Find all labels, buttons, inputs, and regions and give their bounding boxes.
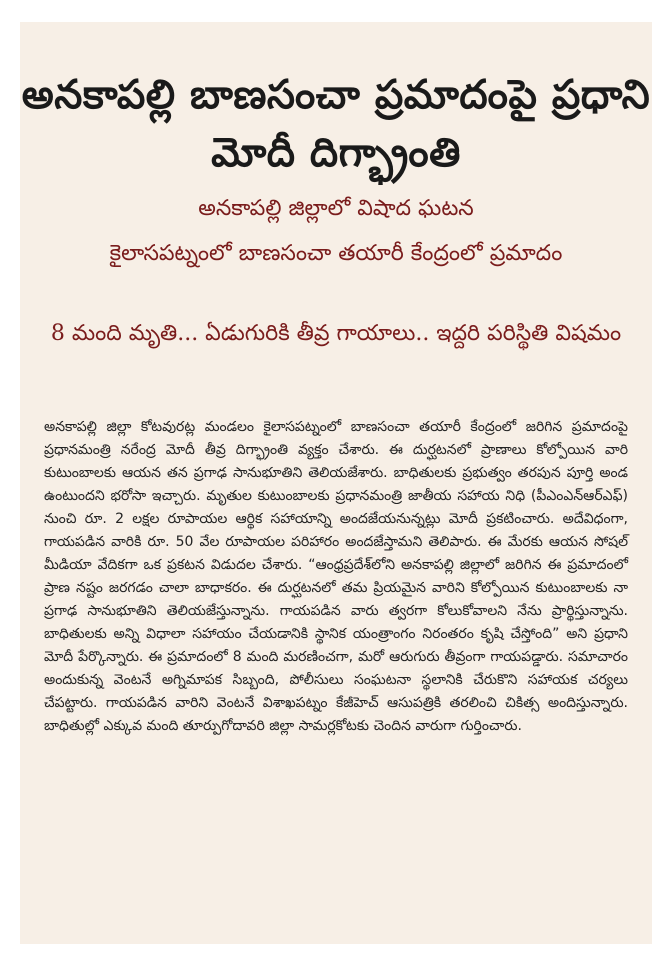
subheading-location: కైలాసపట్నంలో బాణసంచా తయారీ కేంద్రంలో ప్రమాదం [109, 241, 563, 266]
subheading-casualties: 8 మంది మృతి... ఏడుగురికి తీవ్ర గాయాలు.. ఇద్దరి పరిస్థితి విషమం [50, 321, 622, 346]
article-body: అనకాపల్లి జిల్లా కోటవురట్ల మండలం కైలాసపట్నంలో బాణసంచా తయారీ కేంద్రంలో జరిగిన ప్రమాదంపై ప్రధానమంత్రి నరేంద్ర మోదీ తీవ్ర దిగ్భ్రాంతి వ్యక్తం చేశారు. ఈ దుర్ఘటనలో ప్రాణాలు కోల్పోయిన వారి కుటుంబాలకు ఆయన తన ప్రగాఢ సానుభూతిని తెలియజేశారు. బాధితులకు ప్రభుత్వం తరపున పూర్తి అండ ఉంటుందని భరోసా ఇచ్చారు. మృతుల కుటుంబాలకు ప్రధానమంత్రి జాతీయ సహాయ నిధి (పీఎంఎన్ఆర్ఎఫ్) నుంచి రూ. 2 లక్షల రూపాయల ఆర్థిక సహాయాన్ని అందజేయనున్నట్లు మోదీ ప్రకటించారు. అదేవిధంగా, గాయపడిన వారికి రూ. 50 వేల రూపాయల పరిహారం అందజేస్తామని తెలిపారు. ఈ మేరకు ఆయన సోషల్ మీడియా వేదికగా ఒక ప్రకటన విడుదల చేశారు. “ఆంధ్రప్రదేశ్‌లోని అనకాపల్లి జిల్లాలో జరిగిన ఈ ప్రమాదంలో ప్రాణ నష్టం జరగడం చాలా బాధాకరం. ఈ దుర్ఘటనలో తమ ప్రియమైన వారిని కోల్పోయిన కుటుంబాలకు నా ప్రగాఢ సానుభూతిని తెలియజేస్తున్నాను. గాయపడిన వారు త్వరగా కోలుకోవాలని నేను ప్రార్థిస్తున్నాను. బాధితులకు అన్ని విధాలా సహాయం చేయడానికి స్థానిక యంత్రాంగం నిరంతరం కృషి చేస్తోంది” అని ప్రధాని మోదీ పేర్కొన్నారు. ఈ ప్రమాదంలో 8 మంది మరణించగా, మరో ఆరుగురు తీవ్రంగా గాయపడ్డారు. సమాచారం అందుకున్న వెంటనే అగ్నిమాపక సిబ్బంది, పోలీసులు సంఘటనా స్థలానికి చేరుకొని సహాయక చర్యలు చేపట్టారు. గాయపడిన వారిని వెంటనే విశాఖపట్నం కేజీహెచ్ ఆసుపత్రికి తరలించి చికిత్స అందిస్తున్నారు. బాధితుల్లో ఎక్కువ మంది తూర్పుగోదావరి జిల్లా సామర్లకోటకు చెందిన వారుగా గుర్తించారు. [44, 419, 628, 734]
subheading-district: అనకాపల్లి జిల్లాలో విషాద ఘటన [198, 196, 474, 221]
article-card [20, 22, 652, 944]
article-headline: అనకాపల్లి బాణసంచా ప్రమాదంపై ప్రధాని మోదీ దిగ్భ్రాంతి [21, 72, 651, 176]
